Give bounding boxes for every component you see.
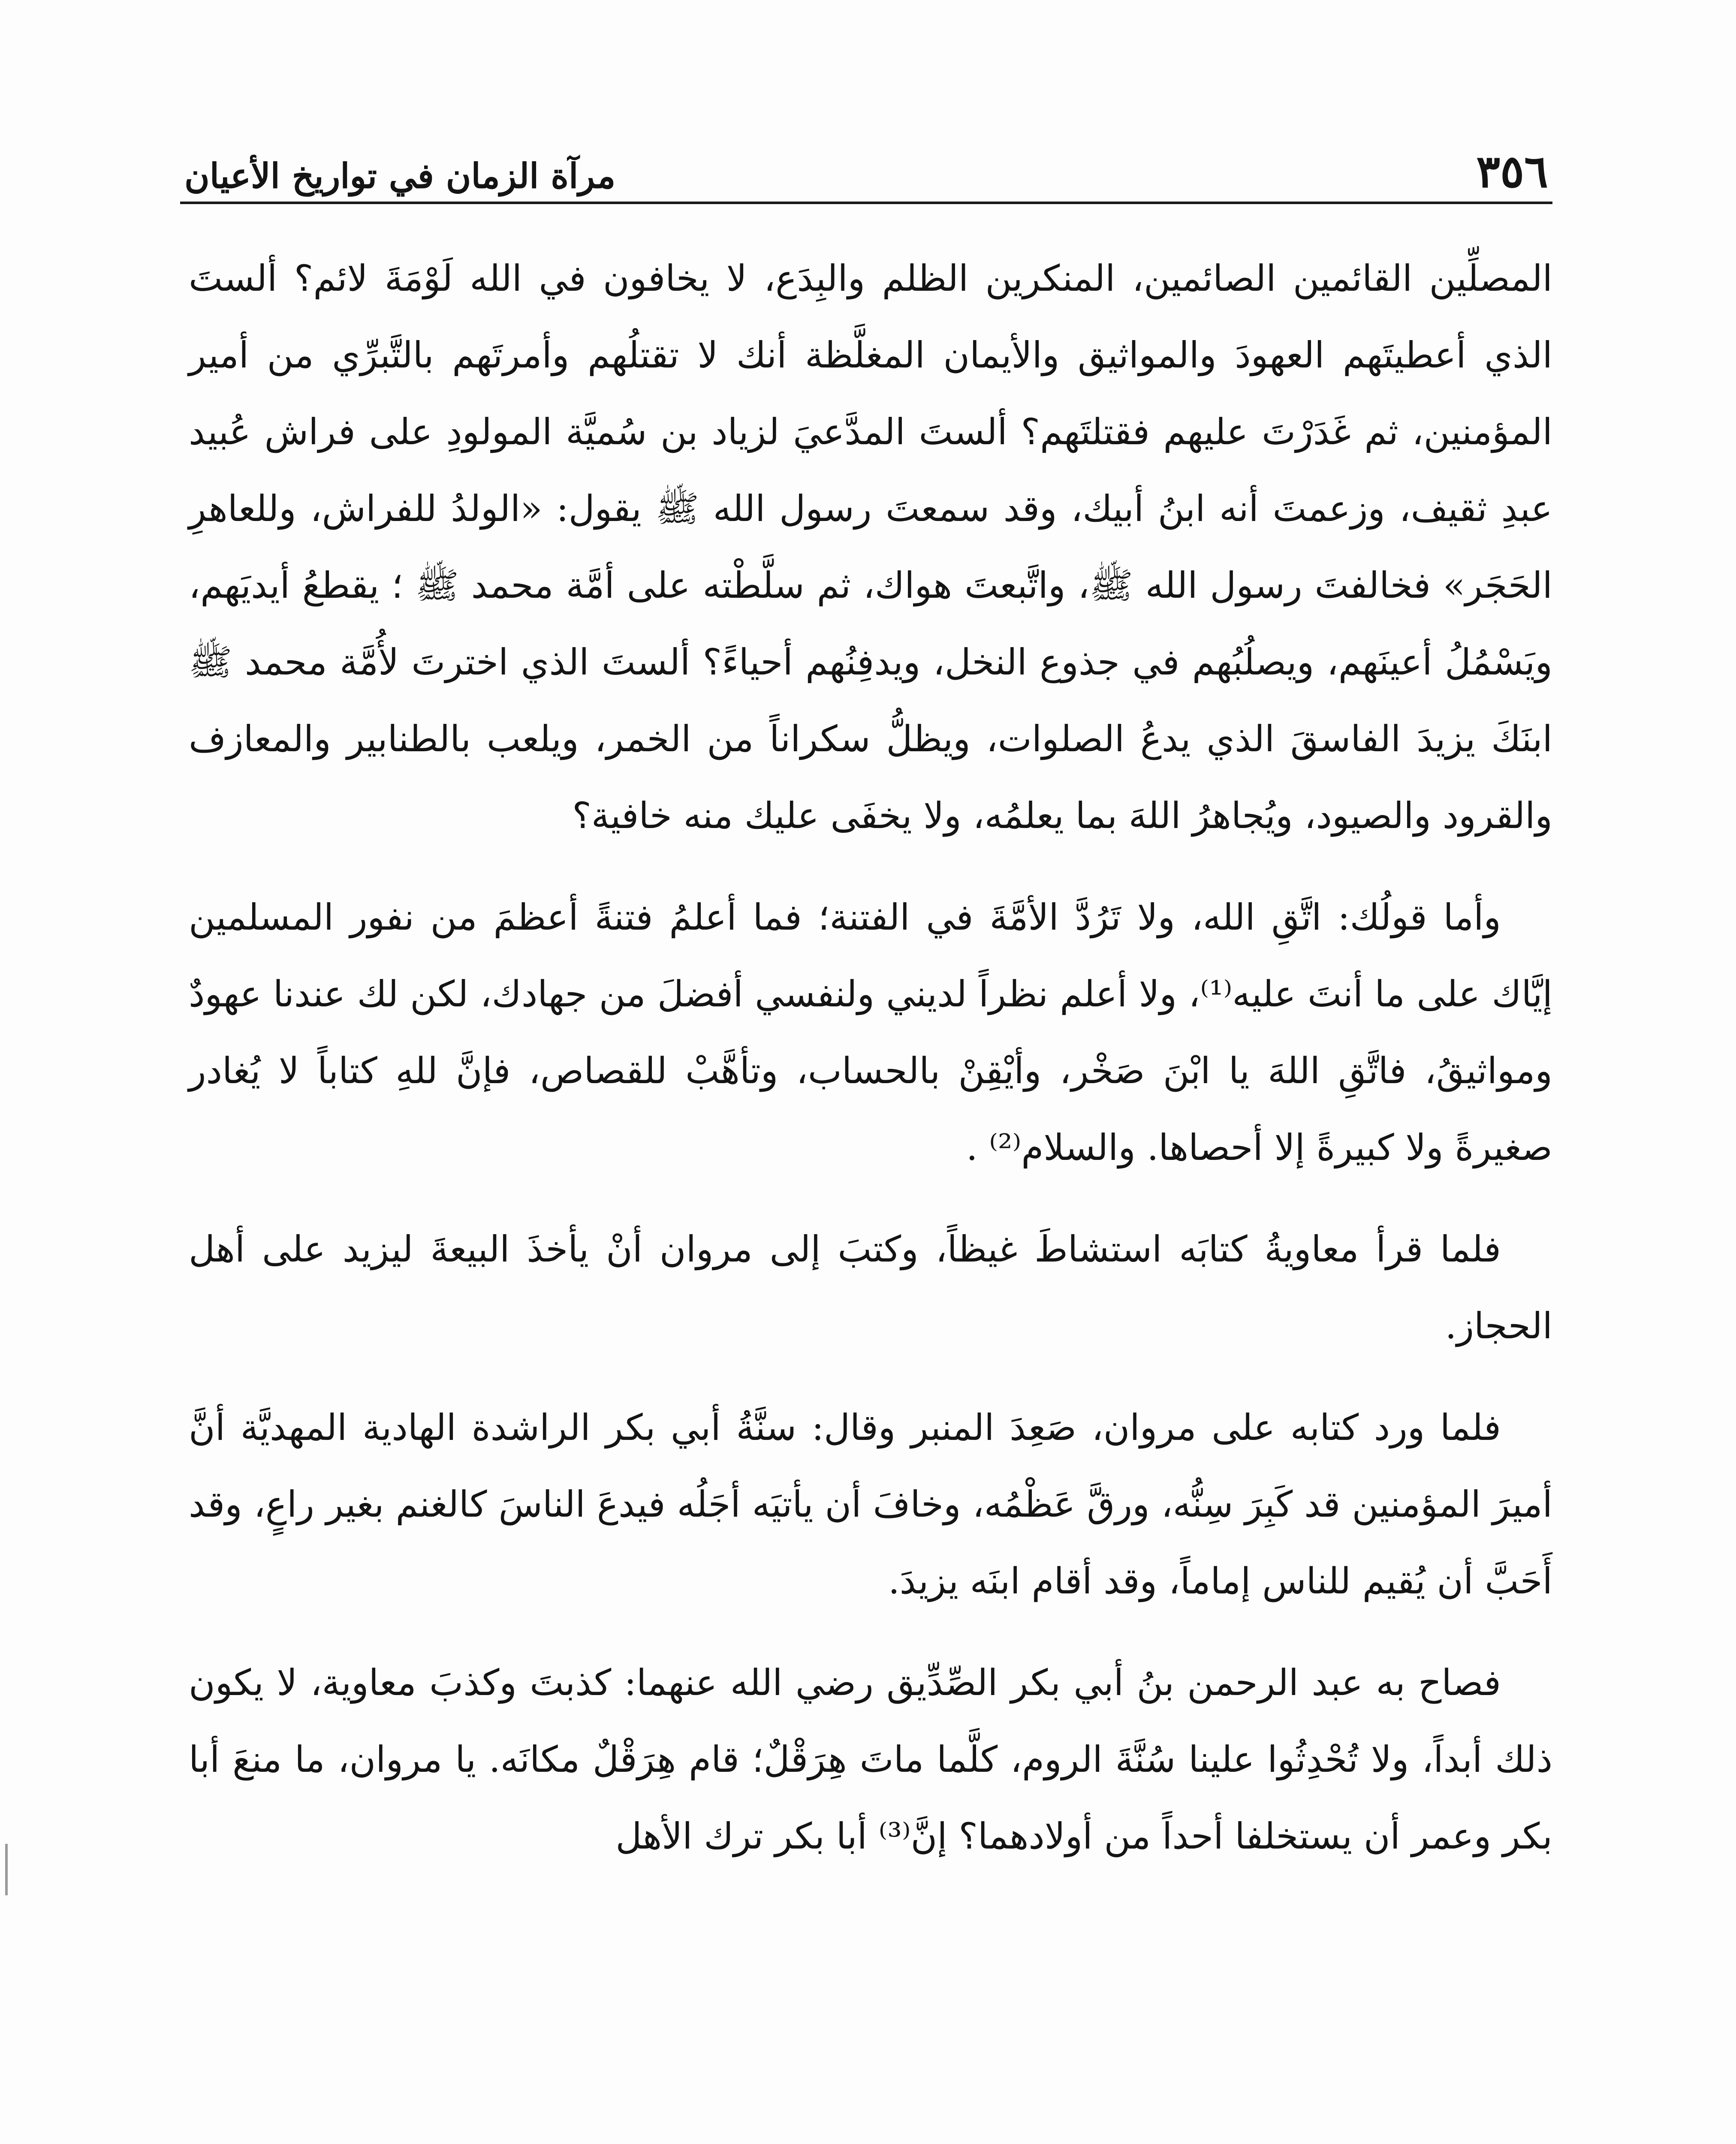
paragraph-1: المصلِّين القائمين الصائمين، المنكرين الظلم والبِدَع، لا يخافون في الله لَوْمَةَ لائم؟ ألستَ الذي أعطيتَهم العهودَ والمواثيق والأيمان المغلَّظة أنك لا تقتلُهم وأمرتَهم بالتَّبرِّي من أمير المؤمنين، ثم غَدَرْتَ عليهم فقتلتَهم؟ ألستَ المدَّعيَ لزياد بن سُميَّة المولودِ على فراش عُبيد عبدِ ثقيف، وزعمتَ أنه ابنُ أبيك، وقد سمعتَ رسول الله ﷺ يقول: «الولدُ للفراش، وللعاهرِ الحَجَر» فخالفتَ رسول الله ﷺ، واتَّبعتَ هواك، ثم سلَّطْته على أمَّة محمد ﷺ ؛ يقطعُ أيديَهم، ويَسْمُلُ أعينَهم، ويصلُبُهم في جذوع النخل، ويدفِنُهم أحياءً؟ ألستَ الذي اخترتَ لأُمَّة محمد ﷺ ابنَكَ يزيدَ الفاسقَ الذي يدعُ الصلوات، ويظلُّ سكراناً من الخمر، ويلعب بالطنابير والمعازف والقرود والصيود، ويُجاهرُ اللهَ بما يعلمُه، ولا يخفَى عليك منه خافية؟ xyxy=(189,257,1552,837)
scan-edge-mark xyxy=(5,1844,8,1895)
paragraph-4: فلما ورد كتابه على مروان، صَعِدَ المنبر وقال: سنَّةُ أبي بكر الراشدة الهادية المهديَّة أنَّ أميرَ المؤمنين قد كَبِرَ سِنُّه، ورقَّ عَظْمُه، وخافَ أن يأتيَه أجَلُه فيدعَ الناسَ كالغنم بغير راعٍ، وقد أَحَبَّ أن يُقيم للناس إماماً، وقد أقام ابنَه يزيدَ. xyxy=(189,1406,1552,1602)
page-header xyxy=(184,142,1548,210)
header-rule xyxy=(180,202,1552,204)
running-title: مرآة الزمان في تواريخ الأعيان xyxy=(184,156,616,196)
main-text xyxy=(189,240,1552,1900)
page-number: ٣٥٦ xyxy=(1476,145,1548,198)
paragraph-2: وأما قولُك: اتَّقِ الله، ولا تَرُدَّ الأمَّةَ في الفتنة؛ فما أعلمُ فتنةً أعظمَ من نفور المسلمين إيَّاك على ما أنتَ عليه⁽¹⁾، ولا أعلم نظراً لديني ولنفسي أفضلَ من جهادك، لكن لك عندنا عهودٌ ومواثيقُ، فاتَّقِ اللهَ يا ابْنَ صَخْر، وأيْقِنْ بالحساب، وتأهَّبْ للقصاص، فإنَّ للهِ كتاباً لا يُغادر صغيرةً ولا كبيرةً إلا أحصاها. والسلام⁽²⁾ . xyxy=(189,896,1552,1168)
paragraph-5: فصاح به عبد الرحمن بنُ أبي بكر الصِّدِّيق رضي الله عنهما: كذبتَ وكذبَ معاوية، لا يكون ذلك أبداً، ولا تُحْدِثُوا علينا سُنَّةَ الروم، كلَّما ماتَ هِرَقْلٌ؛ قام هِرَقْلٌ مكانَه. يا مروان، ما منعَ أبا بكر وعمر أن يستخلفا أحداً من أولادهما؟ إنَّ⁽³⁾ أبا بكر ترك الأهل xyxy=(189,1662,1552,1857)
paragraph-3: فلما قرأ معاويةُ كتابَه استشاطَ غيظاً، وكتبَ إلى مروان أنْ يأخذَ البيعةَ ليزيد على أهل الحجاز. xyxy=(189,1228,1552,1347)
